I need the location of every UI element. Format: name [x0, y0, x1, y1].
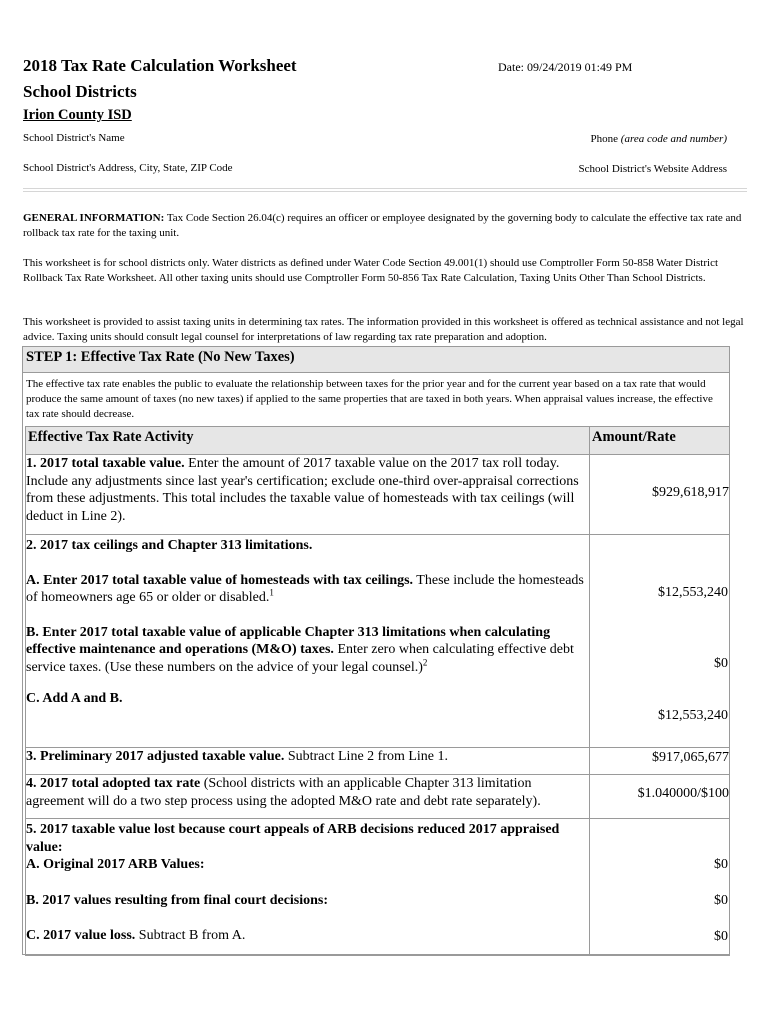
line5-heading-text: 5. 2017 taxable value lost because court appeals of ARB decisions reduced 2017 appraised value: [26, 822, 560, 855]
worksheet-scope-paragraph: This worksheet is for school districts only. Water districts as defined under Water Code Section 49.001(1) should use Comptroller Form 50-858 Water District Rollback Tax Rate Worksheet. All other taxing units should use Comptroller Form 50-856 Tax Rate Calculation, Taxing Units Other Than School Districts. [23, 257, 719, 284]
date-stamp: Date: 09/24/2019 01:49 PM [498, 60, 633, 74]
amount-column-header: Amount/Rate [590, 427, 730, 455]
disclaimer-paragraph: This worksheet is provided to assist taxing units in determining tax rates. The information provided in this worksheet is offered as technical assistance and not legal advice. Taxing units should consult legal counsel for interpretations of law regarding tax rate preparation and adoption. [23, 316, 744, 343]
phone-label-prefix: Phone [590, 133, 619, 145]
line5b-title: B. 2017 values resulting from final court decisions: [26, 892, 329, 908]
general-info-heading: GENERAL INFORMATION: [23, 212, 165, 224]
line2a-text [26, 572, 589, 607]
line5c-body: Subtract B from A. [135, 928, 246, 943]
line2-heading [26, 535, 589, 555]
step1-description: The effective tax rate enables the public to evaluate the relationship between taxes for the prior year and for the current year based on a tax rate that would produce the same amount of taxes (no new taxes) if applied to the same properties that are taxed in both years. When appraisal values increase, the effective tax rate should decrease. [26, 378, 713, 420]
line2b-amount: $0 [714, 656, 728, 671]
line1-title: 1. 2017 total taxable value. [26, 456, 185, 471]
district-name-label: School District's Name [23, 132, 125, 144]
line3-amount: $917,065,677 [652, 750, 729, 765]
line2-heading-text: 2. 2017 tax ceilings and Chapter 313 limitations. [26, 538, 313, 553]
line2a-body: These include the homesteads of homeowners age 65 or older or disabled. [26, 572, 584, 605]
line3-description [26, 748, 590, 775]
phone-label [591, 133, 727, 145]
line5c-amount: $0 [714, 929, 728, 944]
line4-description [26, 775, 590, 819]
page-subtitle: School Districts [23, 82, 137, 101]
line1-description [26, 455, 590, 535]
line5-amount-cell [590, 819, 730, 956]
line4-title: 4. 2017 total adopted tax rate [26, 776, 201, 791]
line2c-amount: $12,553,240 [658, 708, 728, 723]
general-info-paragraph [23, 211, 747, 241]
table-header-row [26, 427, 730, 455]
line5-description [26, 819, 590, 956]
line3-amount-cell [590, 748, 730, 775]
line4-amount-cell [590, 775, 730, 819]
line5a-text [26, 856, 589, 874]
line3-title: 3. Preliminary 2017 adjusted taxable value. [26, 749, 285, 764]
line5-heading [26, 819, 589, 856]
line5b-text [26, 892, 589, 910]
table-row-line2 [26, 535, 730, 748]
step1-section [22, 346, 730, 955]
line5a-title: A. Original 2017 ARB Values: [26, 857, 205, 872]
line2b-body: Enter zero when calculating effective debt service taxes. (Use these numbers on the advice of your legal counsel.) [26, 642, 574, 675]
district-name: Irion County ISD [23, 107, 132, 123]
line5b-amount: $0 [714, 893, 728, 908]
website-label: School District's Website Address [578, 163, 727, 175]
header-divider-top [23, 188, 747, 189]
line4-amount: $1.040000/$100 [637, 786, 729, 801]
line2c-text [26, 690, 589, 708]
page-title: 2018 Tax Rate Calculation Worksheet [23, 56, 297, 75]
line2-amount-cell [590, 535, 730, 748]
address-label: School District's Address, City, State, ZIP Code [23, 162, 233, 174]
phone-label-hint: (area code and number) [620, 133, 727, 145]
line2-description [26, 535, 590, 748]
table-row-line1 [26, 455, 730, 535]
line3-text: Subtract Line 2 from Line 1. [284, 749, 449, 764]
table-row-line5 [26, 819, 730, 956]
line1-amount: $929,618,917 [652, 485, 729, 500]
line2b-footnote: 2 [422, 656, 428, 667]
line2b-text [26, 624, 589, 677]
line5c-text [26, 927, 589, 945]
table-row-line4 [26, 775, 730, 819]
header-divider-bottom [23, 191, 747, 192]
step1-heading: STEP 1: Effective Tax Rate (No New Taxes) [23, 347, 729, 373]
line5a-amount: $0 [714, 857, 728, 872]
effective-rate-table [25, 426, 730, 956]
line4-text: (School districts with an applicable Chapter 313 limitation agreement will do a two step process using the adopted M&O rate and debt rate separately). [26, 776, 541, 809]
line2b-title: B. Enter 2017 total taxable value of applicable Chapter 313 limitations when calculating effective maintenance and operations (M&O) taxes. [26, 624, 551, 657]
general-info-text: Tax Code Section 26.04(c) requires an officer or employee designated by the governing body to calculate the effective tax rate and rollback tax rate for the taxing unit. [23, 212, 742, 239]
table-row-line3 [26, 748, 730, 775]
line2a-amount: $12,553,240 [658, 585, 728, 600]
line2a-footnote: 1 [269, 587, 274, 598]
line5c-title: C. 2017 value loss. [26, 928, 136, 943]
activity-column-header: Effective Tax Rate Activity [26, 427, 590, 455]
line1-amount-cell [590, 455, 730, 535]
line1-text: Enter the amount of 2017 taxable value on the 2017 tax roll today. Include any adjustments since last year's certification; exclude one-third over-appraisal corrections from these adjustments. This total includes the taxable value of homesteads with tax ceilings (will deduct in Line 2). [26, 456, 579, 524]
line2a-title: A. Enter 2017 total taxable value of homesteads with tax ceilings. [26, 572, 414, 588]
line2c-title: C. Add A and B. [26, 691, 123, 706]
